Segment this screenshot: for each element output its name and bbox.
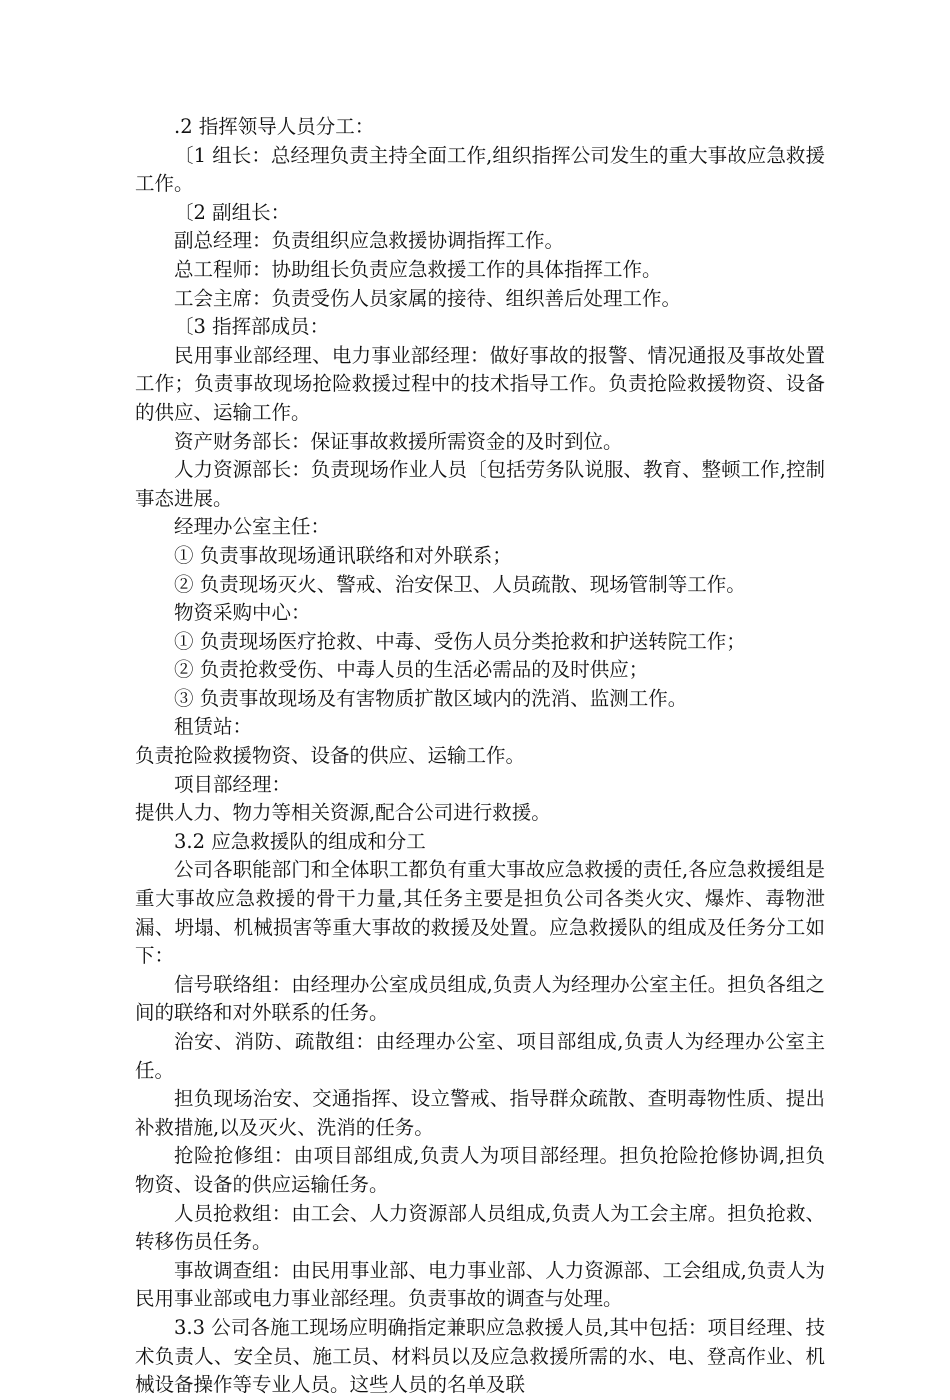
paragraph-deputy-gm: 副总经理：负责组织应急救援协调指挥工作。 [174, 229, 565, 253]
list-item: ② 负责抢救受伤、中毒人员的生活必需品的及时供应； [174, 658, 649, 682]
paragraph-rental-heading: 租赁站： [174, 715, 253, 739]
paragraph-union-chairman: 工会主席：负责受伤人员家属的接待、组织善后处理工作。 [174, 286, 682, 310]
paragraph-hr-head: 人力资源部长：负责现场作业人员〔包括劳务队说服、教育、整顿工作,控制事态进展。 [135, 458, 825, 510]
list-item: ② 负责现场灭火、警戒、治安保卫、人员疏散、现场管制等工作。 [174, 572, 746, 596]
paragraph-procurement-heading: 物资采购中心： [174, 601, 311, 625]
paragraph-rescue-group: 人员抢救组：由工会、人力资源部人员组成,负责人为工会主席。担负抢救、转移伤员任务。 [135, 1201, 825, 1254]
paragraph-project-manager-heading: 项目部经理： [174, 772, 292, 796]
paragraph-group-leader: 〔1 组长：总经理负责主持全面工作,组织指挥公司发生的重大事故应急救援工作。 [135, 143, 825, 196]
paragraph-chief-engineer: 总工程师：协助组长负责应急救援工作的具体指挥工作。 [174, 257, 662, 281]
paragraph-division-managers: 民用事业部经理、电力事业部经理：做好事故的报警、情况通报及事故处置工作；负责事故现场抢险救援过程中的技术指导工作。负责抢险救援物资、设备的供应、运输工作。 [135, 343, 825, 424]
paragraph-leader-division: .2 指挥领导人员分工： [174, 115, 375, 138]
paragraph-project-manager-duty: 提供人力、物力等相关资源,配合公司进行救援。 [135, 801, 551, 825]
paragraph-deputy-leader-heading: 〔2 副组长： [174, 200, 291, 224]
paragraph-security-group: 治安、消防、疏散组：由经理办公室、项目部组成,负责人为经理办公室主任。 [135, 1030, 825, 1082]
paragraph-office-director-heading: 经理办公室主任： [174, 515, 331, 539]
paragraph-command-members-heading: 〔3 指挥部成员： [174, 315, 330, 339]
list-item: ① 负责现场医疗抢救、中毒、受伤人员分类抢救和护送转院工作； [174, 629, 746, 653]
list-item: ③ 负责事故现场及有害物质扩散区域内的洗消、监测工作。 [174, 686, 688, 710]
paragraph-rental-duty: 负责抢险救援物资、设备的供应、运输工作。 [135, 744, 526, 768]
paragraph-section-3-3: 3.3 公司各施工现场应明确指定兼职应急救援人员,其中包括：项目经理、技术负责人、安全员、施工员、材料员以及应急救援所需的水、电、登高作业、机械设备操作等专业人员。这些人员的名单及联 [135, 1315, 825, 1397]
paragraph-signal-group: 信号联络组：由经理办公室成员组成,负责人为经理办公室主任。担负各组之间的联络和对外联系的任务。 [135, 972, 825, 1025]
document-body [135, 113, 825, 1400]
list-item: ① 负责事故现场通讯联络和对外联系； [174, 543, 512, 567]
section-heading-3-2: 3.2 应急救援队的组成和分工 [174, 829, 426, 853]
paragraph-investigation-group: 事故调查组：由民用事业部、电力事业部、人力资源部、工会组成,负责人为民用事业部或电力事业部经理。负责事故的调查与处理。 [135, 1258, 825, 1311]
paragraph-finance-head: 资产财务部长：保证事故救援所需资金的及时到位。 [174, 429, 623, 453]
paragraph-security-duty: 担负现场治安、交通指挥、设立警戒、指导群众疏散、查明毒物性质、提出补救措施,以及灭火、洗消的任务。 [135, 1087, 825, 1139]
paragraph-rescue-teams-intro: 公司各职能部门和全体职工都负有重大事故应急救援的责任,各应急救援组是重大事故应急救援的骨干力量,其任务主要是担负公司各类火灾、爆炸、毒物泄漏、坍塌、机械损害等重大事故的救援及处置。应急救援队的组成及任务分工如下： [135, 858, 825, 968]
paragraph-repair-group: 抢险抢修组：由项目部组成,负责人为项目部经理。担负抢险抢修协调,担负物资、设备的供应运输任务。 [135, 1144, 825, 1196]
